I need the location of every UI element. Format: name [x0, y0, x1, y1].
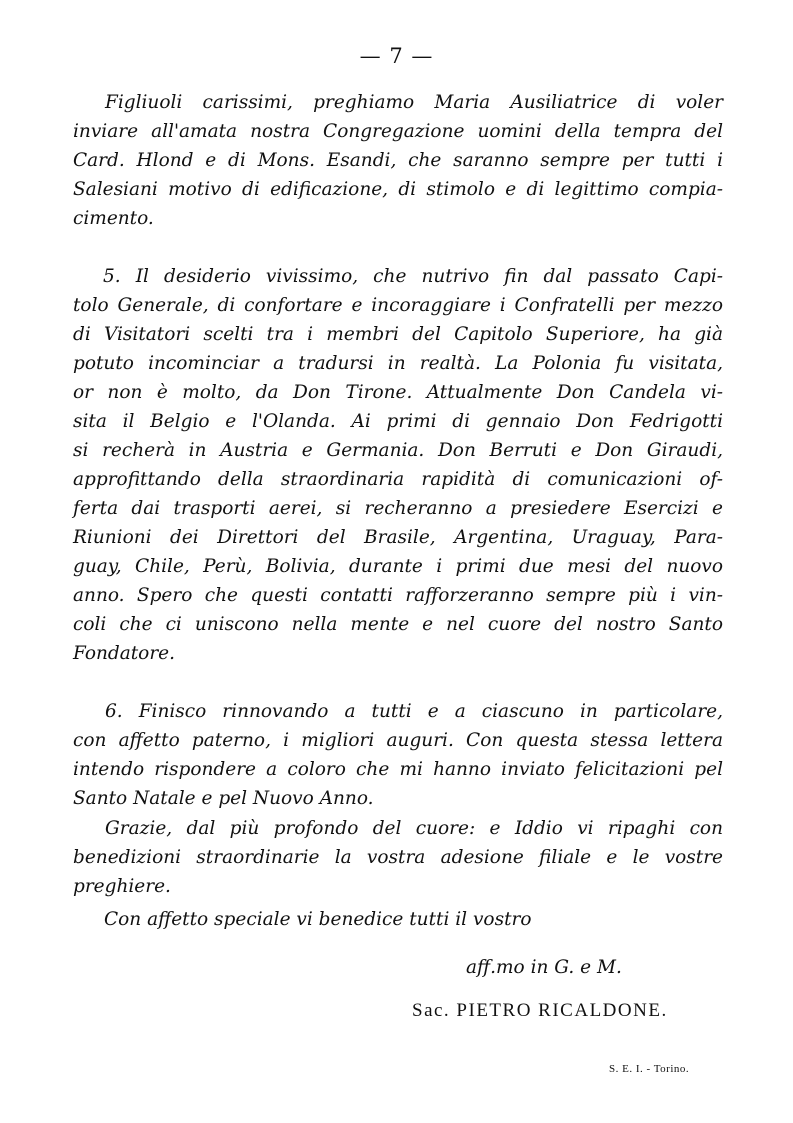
closing-formula: aff.mo in G. e M. [466, 957, 622, 978]
signature: Sac. PIETRO RICALDONE. [412, 1000, 668, 1021]
text-line: tolo Generale, di confortare e incoraggiare i Confratelli per mezzo [73, 295, 723, 316]
paragraph-5 [73, 262, 723, 668]
text-line: Fondatore. [73, 643, 175, 664]
text-line: sita il Belgio e l'Olanda. Ai primi di gennaio Don Fedrigotti [73, 411, 723, 432]
text-line: or non è molto, da Don Tirone. Attualmente Don Candela vi- [73, 382, 723, 403]
text-line: anno. Spero che questi contatti rafforzeranno sempre più i vin- [73, 585, 723, 606]
text-line: si recherà in Austria e Germania. Don Berruti e Don Giraudi, [73, 440, 723, 461]
paragraph-thanks [73, 814, 723, 901]
text-line: approfittando della straordinaria rapidità di comunicazioni of- [73, 469, 723, 490]
text-line: 5. Il desiderio vivissimo, che nutrivo fin dal passato Capi- [103, 266, 723, 287]
text-line: Salesiani motivo di edificazione, di stimolo e di legittimo compia- [73, 179, 723, 200]
text-line: cimento. [73, 208, 154, 229]
text-line: benedizioni straordinarie la vostra adesione filiale e le vostre [73, 847, 723, 868]
text-line: di Visitatori scelti tra i membri del Capitolo Superiore, ha già [73, 324, 723, 345]
text-line: intendo rispondere a coloro che mi hanno inviato felicitazioni pel [73, 759, 723, 780]
text-line: inviare all'amata nostra Congregazione uomini della tempra del [73, 121, 723, 142]
text-line: Riunioni dei Direttori del Brasile, Argentina, Uraguay, Para- [73, 527, 723, 548]
text-line: guay, Chile, Perù, Bolivia, durante i primi due mesi del nuovo [73, 556, 723, 577]
paragraph-6 [73, 697, 723, 813]
text-line: preghiere. [73, 876, 171, 897]
text-line: Figliuoli carissimi, preghiamo Maria Ausiliatrice di voler [105, 92, 723, 113]
text-line: coli che ci uniscono nella mente e nel cuore del nostro Santo [73, 614, 723, 635]
closing-line: Con affetto speciale vi benedice tutti il vostro [104, 909, 532, 930]
paragraph-1 [73, 88, 723, 233]
printer-imprint: S. E. I. - Torino. [609, 1063, 690, 1075]
text-line: con affetto paterno, i migliori auguri. Con questa stessa lettera [73, 730, 723, 751]
page-number: — 7 — [359, 44, 434, 68]
text-line: Santo Natale e pel Nuovo Anno. [73, 788, 374, 809]
text-line: 6. Finisco rinnovando a tutti e a ciascuno in particolare, [105, 701, 723, 722]
text-line: Grazie, dal più profondo del cuore: e Iddio vi ripaghi con [105, 818, 723, 839]
text-line: potuto incominciar a tradursi in realtà. La Polonia fu visitata, [73, 353, 723, 374]
text-line: Card. Hlond e di Mons. Esandi, che saranno sempre per tutti i [73, 150, 723, 171]
text-line: ferta dai trasporti aerei, si recheranno a presiedere Esercizi e [73, 498, 723, 519]
